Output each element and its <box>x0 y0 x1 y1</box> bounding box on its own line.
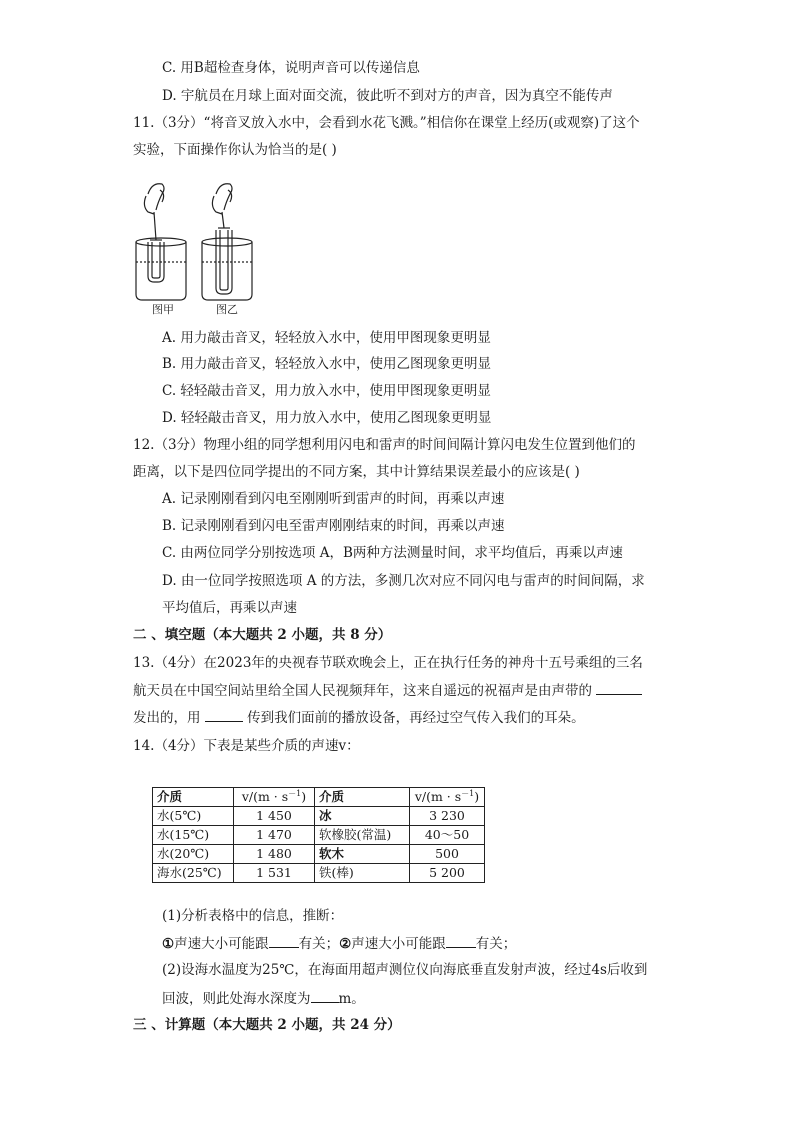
q10-option-d: D. 宇航员在月球上面对面交流，彼此听不到对方的声音，因为真空不能传声 <box>162 88 613 104</box>
q14-part2-line2 <box>162 988 365 1009</box>
table-cell-medium: 水(20℃) <box>153 845 234 864</box>
section3-title: 三 、计算题（本大题共 2 小题，共 24 分） <box>133 1017 401 1033</box>
table-cell-medium: 海水(25℃) <box>153 864 234 883</box>
q13-line3-text-a: 发出的，用 <box>133 710 201 726</box>
q11-option-c: C. 轻轻敲击音叉，用力放入水中，使用甲图现象更明显 <box>162 383 491 399</box>
table-header-medium-2: 介质 <box>315 788 410 807</box>
q14-circ1-after: 有关； <box>298 936 340 952</box>
table-row <box>153 826 485 845</box>
table-header-speed-1: $v/(m \cdot s^{-1})$ <box>234 788 315 807</box>
q14-circ2-after: 有关； <box>475 936 517 952</box>
q14-part2-line1: (2)设海水温度为25℃，在海面用超声测位仪向海底垂直发射声波，经过4s后收到 <box>162 962 648 978</box>
tuning-fork-figure <box>132 176 260 316</box>
table-cell-medium: 软木 <box>315 845 410 864</box>
q13-blank1[interactable] <box>596 680 642 695</box>
table-cell-speed: 1 470 <box>234 826 315 845</box>
q12-option-b: B. 记录刚刚看到闪电至雷声刚刚结束的时间，再乘以声速 <box>162 518 505 534</box>
q11-option-a: A. 用力敲击音叉，轻轻放入水中，使用甲图现象更明显 <box>162 330 491 346</box>
q12-option-a: A. 记录刚刚看到闪电至刚刚听到雷声的时间，再乘以声速 <box>162 491 505 507</box>
section2-title: 二 、填空题（本大题共 2 小题，共 8 分） <box>133 627 392 643</box>
table-header-medium-1: 介质 <box>153 788 234 807</box>
table-row <box>153 864 485 883</box>
q10-option-c: C. 用B超检查身体，说明声音可以传递信息 <box>162 60 420 76</box>
q11-option-b: B. 用力敲击音叉，轻轻放入水中，使用乙图现象更明显 <box>162 356 492 372</box>
q14-blank3[interactable] <box>311 988 339 1003</box>
q11-option-d: D. 轻轻敲击音叉，用力放入水中，使用乙图现象更明显 <box>162 410 492 426</box>
table-header-speed-2: $v/(m \cdot s^{-1})$ <box>410 788 485 807</box>
q13-line2 <box>133 680 642 701</box>
table-cell-speed: 40～50 <box>410 826 485 845</box>
table-cell-medium: 水(5℃) <box>153 807 234 826</box>
q13-blank2[interactable] <box>205 707 243 722</box>
circled-two: ② <box>339 936 352 952</box>
q11-stem-line2: 实验，下面操作你认为恰当的是( ) <box>133 142 337 158</box>
q14-blank2[interactable] <box>446 933 476 948</box>
tuning-fork-beakers-illustration <box>132 176 260 316</box>
q14-circ1-text: 声速大小可能跟 <box>174 936 269 952</box>
q14-intro: 14.（4分）下表是某些介质的声速v： <box>133 738 360 754</box>
table-cell-medium: 冰 <box>315 807 410 826</box>
figure-label-yi: 图乙 <box>216 303 238 316</box>
q14-part2-unit: m。 <box>338 991 365 1007</box>
table-cell-medium: 软橡胶(常温) <box>315 826 410 845</box>
q13-line1: 13.（4分）在2023年的央视春节联欢晚会上，正在执行任务的神舟十五号乘组的三名 <box>133 655 643 671</box>
q13-line3-text-b: 传到我们面前的播放设备，再经过空气传入我们的耳朵。 <box>247 710 585 726</box>
table-cell-medium: 铁(棒) <box>315 864 410 883</box>
table-row <box>153 845 485 864</box>
table-cell-speed: 3 230 <box>410 807 485 826</box>
table-cell-speed: 1 531 <box>234 864 315 883</box>
q14-circ2-text: 声速大小可能跟 <box>351 936 446 952</box>
table-cell-medium: 水(15℃) <box>153 826 234 845</box>
q14-blank1[interactable] <box>269 933 299 948</box>
q12-stem-line1: 12.（3分）物理小组的同学想利用闪电和雷声的时间间隔计算闪电发生位置到他们的 <box>133 437 636 453</box>
table-cell-speed: 500 <box>410 845 485 864</box>
circled-one: ① <box>162 936 175 952</box>
q13-line3 <box>133 707 585 728</box>
q12-option-d-cont: 平均值后，再乘以声速 <box>162 600 297 616</box>
table-row <box>153 807 485 826</box>
table-cell-speed: 1 480 <box>234 845 315 864</box>
table-header-row <box>153 788 485 807</box>
q12-option-c: C. 由两位同学分别按选项 A，B两种方法测量时间，求平均值后，再乘以声速 <box>162 545 623 561</box>
q11-stem-line1: 11.（3分）“将音叉放入水中，会看到水花飞溅。”相信你在课堂上经历(或观察)了这个 <box>133 115 640 131</box>
q14-part1-blanks <box>162 933 516 954</box>
sound-speed-table <box>152 787 485 883</box>
q12-stem-line2: 距离，以下是四位同学提出的不同方案，其中计算结果误差最小的应该是( ) <box>133 464 580 480</box>
q12-option-d: D. 由一位同学按照选项 A 的方法，多测几次对应不同闪电与雷声的时间间隔，求 <box>162 573 645 589</box>
q14-part1: (1)分析表格中的信息，推断： <box>162 908 344 924</box>
table-cell-speed: 1 450 <box>234 807 315 826</box>
table-cell-speed: 5 200 <box>410 864 485 883</box>
q14-part2-text: 回波，则此处海水深度为 <box>162 991 311 1007</box>
figure-label-jia: 图甲 <box>152 303 174 316</box>
q13-line2-text: 航天员在中国空间站里给全国人民视频拜年，这来自遥远的祝福声是由声带的 <box>133 683 592 699</box>
